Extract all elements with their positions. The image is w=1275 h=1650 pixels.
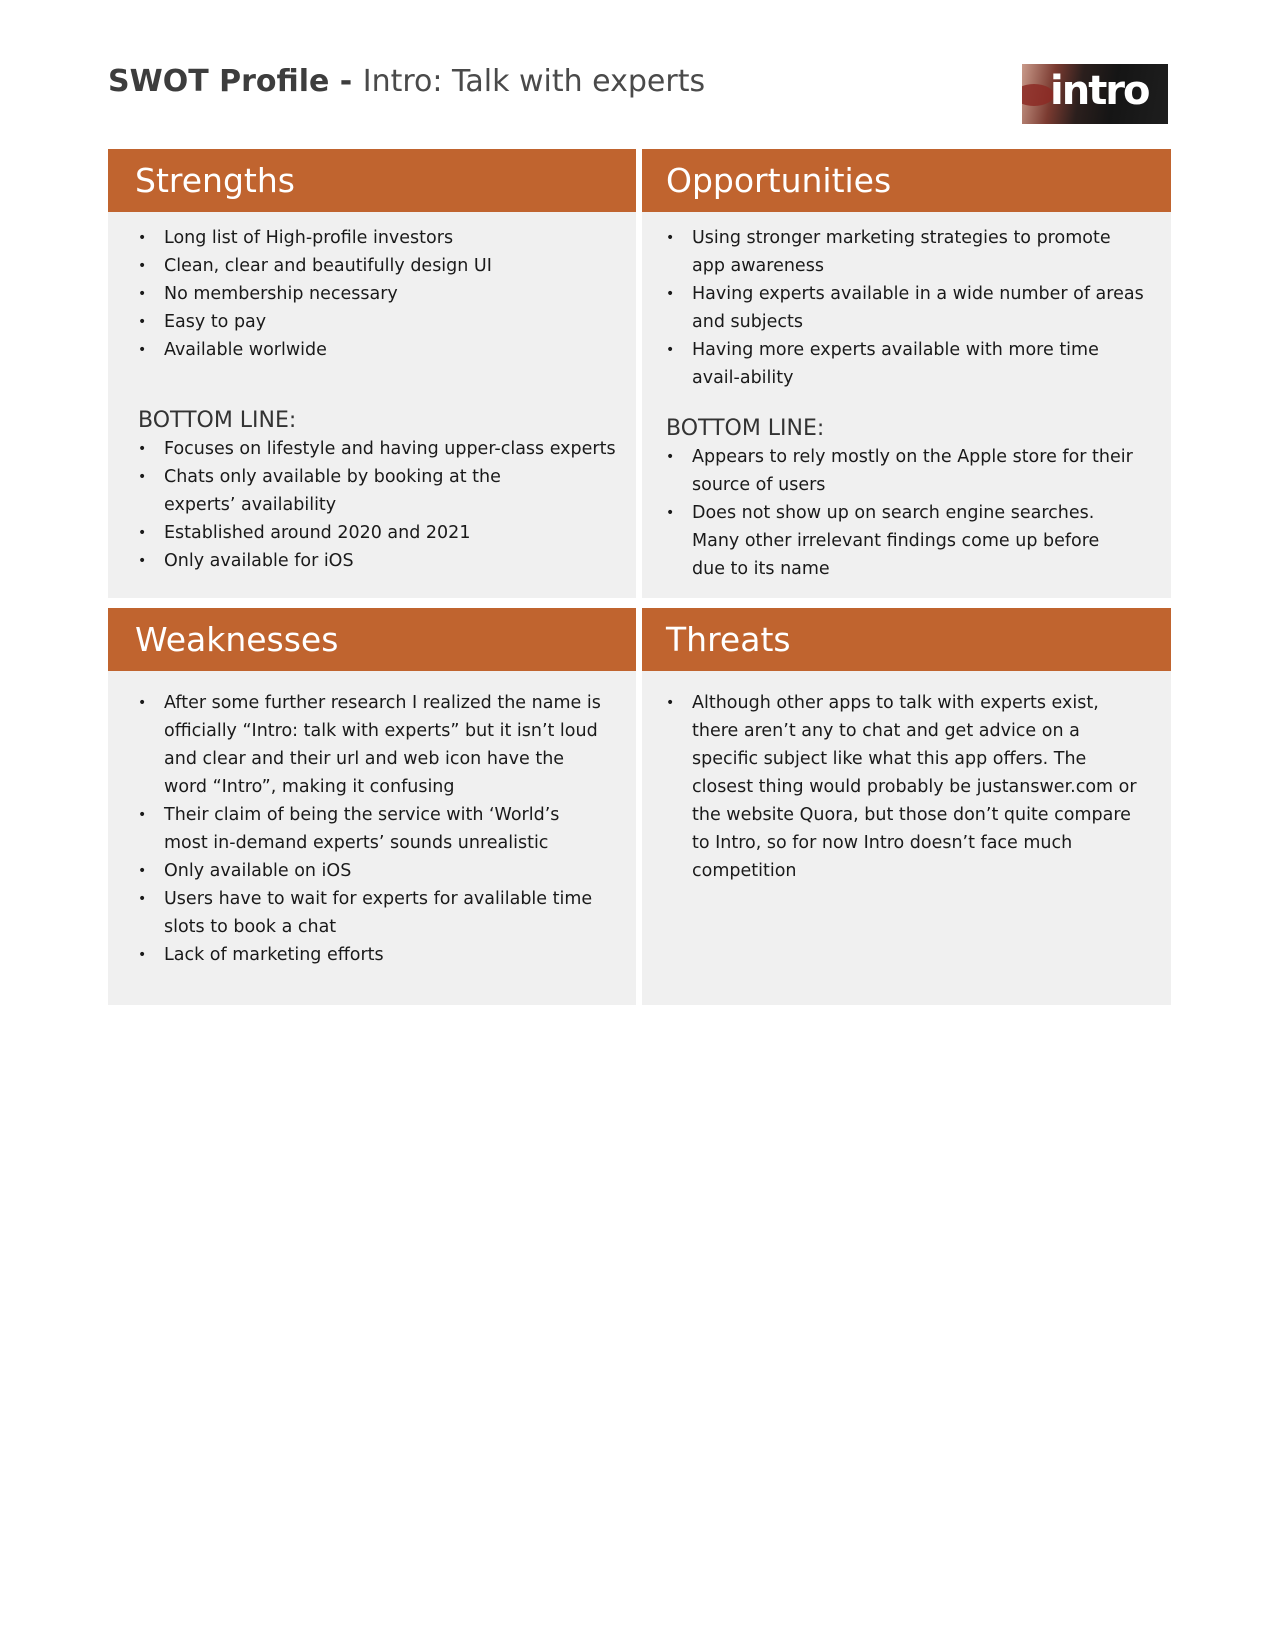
- list-item: • After some further research I realized the name is officially “Intro: talk with experts” but it isn’t loud and clear and their url and web icon have the word “Intro”, making it confusing: [138, 689, 608, 801]
- strengths-header: Strengths: [108, 149, 636, 212]
- list-item: • Clean, clear and beautifully design UI: [138, 252, 626, 280]
- list-item: • Appears to rely mostly on the Apple store for their source of users: [666, 443, 1147, 499]
- strengths-bottom-list: [138, 435, 626, 575]
- intro-logo: [1022, 64, 1168, 124]
- page-title-subtitle: Intro: Talk with experts: [362, 64, 706, 99]
- list-item: • Focuses on lifestyle and having upper-class experts: [138, 435, 626, 463]
- opportunities-bottom-line-section: [666, 415, 1147, 583]
- threats-header: Threats: [642, 608, 1171, 671]
- list-item: • Using stronger marketing strategies to promote app awareness: [666, 224, 1147, 280]
- strengths-bottom-line-section: [138, 407, 626, 575]
- weaknesses-panel: [108, 608, 636, 1005]
- opportunities-panel: [642, 149, 1171, 598]
- logo-text: intro: [1050, 68, 1149, 114]
- strengths-panel: [108, 149, 636, 598]
- list-item: • Lack of marketing efforts: [138, 941, 608, 969]
- bottom-line-heading: BOTTOM LINE:: [138, 408, 297, 433]
- opportunities-bottom-list: [666, 443, 1147, 583]
- weaknesses-list: [138, 689, 608, 969]
- list-item: • Only available on iOS: [138, 857, 608, 885]
- threats-list: [666, 689, 1147, 885]
- list-item: • Does not show up on search engine searches. Many other irrelevant findings come up before due to its name: [666, 499, 1147, 583]
- threats-list-section: [666, 689, 1147, 885]
- list-item: • Users have to wait for experts for avalilable time slots to book a chat: [138, 885, 608, 941]
- strengths-list-section: [138, 224, 626, 364]
- list-item: • Available worlwide: [138, 336, 626, 364]
- list-item: • Their claim of being the service with ‘World’s most in-demand experts’ sounds unrealistic: [138, 801, 608, 857]
- bottom-line-heading: BOTTOM LINE:: [666, 416, 825, 441]
- list-item: • Although other apps to talk with experts exist, there aren’t any to chat and get advice on a specific subject like what this app offers. The closest thing would probably be justanswer.com or the website Quora, but those don’t quite compare to Intro, so for now Intro doesn’t face much competition: [666, 689, 1147, 885]
- list-item: • Chats only available by booking at the experts’ availability: [138, 463, 626, 519]
- opportunities-list: [666, 224, 1147, 392]
- list-item: • No membership necessary: [138, 280, 626, 308]
- list-item: • Established around 2020 and 2021: [138, 519, 626, 547]
- list-item: • Long list of High-profile investors: [138, 224, 626, 252]
- threats-panel: [642, 608, 1171, 1005]
- list-item: • Having experts available in a wide number of areas and subjects: [666, 280, 1147, 336]
- weaknesses-header: Weaknesses: [108, 608, 636, 671]
- opportunities-list-section: [666, 224, 1147, 392]
- weaknesses-list-section: [138, 689, 608, 969]
- opportunities-header: Opportunities: [642, 149, 1171, 212]
- strengths-list: [138, 224, 626, 364]
- list-item: • Having more experts available with more time avail-ability: [666, 336, 1147, 392]
- page-title-bold: SWOT Profile -: [108, 64, 353, 99]
- list-item: • Easy to pay: [138, 308, 626, 336]
- page-title: [108, 64, 705, 99]
- list-item: • Only available for iOS: [138, 547, 626, 575]
